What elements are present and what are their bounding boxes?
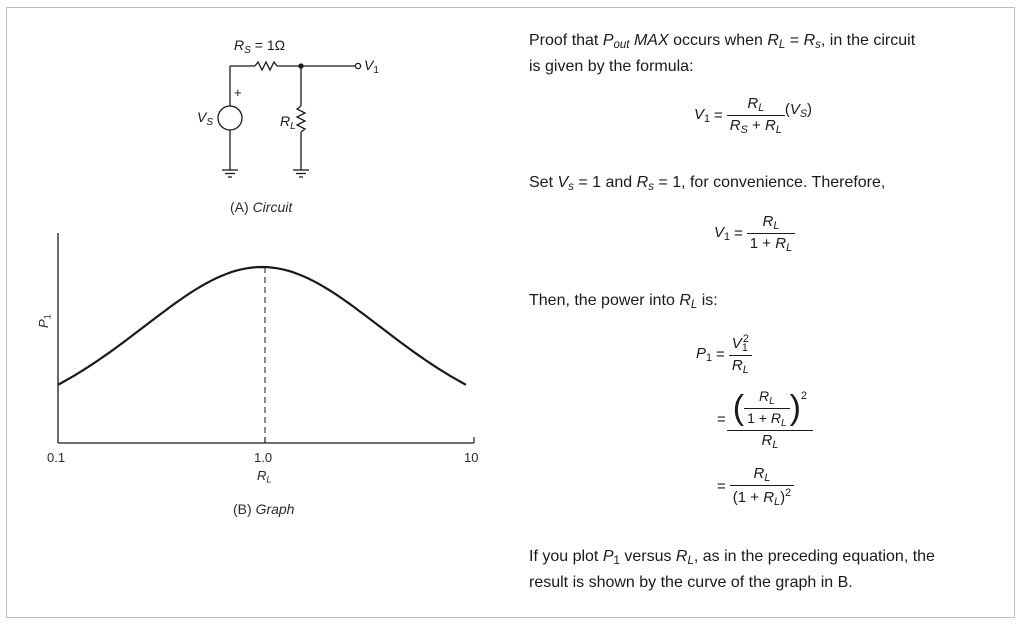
equation-1: $V_1$ = $\frac{R_L}{R_S + R_L}$ $(V_S)$: [694, 95, 813, 137]
y-axis-label: $P_1$: [36, 314, 53, 328]
intro-paragraph: Proof that $P_{out}$ MAX occurs when $R_L = R_s$, in the circuit is given by the formula:: [529, 32, 916, 76]
equation-4: = ( $\frac{R_L}{1 + R_L}$ ) 2 $R_L$: [717, 388, 810, 451]
vs-label: $V_S$: [197, 109, 214, 128]
xtick-label-1: 1.0: [254, 450, 273, 465]
equation-5: = $\frac{R_L}{(1 + R_L)^2}$: [717, 465, 794, 508]
then-paragraph: Then, the power into $R_L$ is:: [529, 292, 718, 312]
xtick-label-2: 10: [464, 450, 479, 465]
x-axis-label: $R_L$: [257, 468, 272, 485]
equation-2: $V_1$ = $\frac{R_L}{1 + R_L}$: [714, 213, 795, 254]
power-curve: [58, 267, 466, 385]
vs-source: [218, 106, 242, 130]
graph-plot: [30, 225, 500, 460]
v1-terminal: [355, 63, 360, 68]
caption-graph: (B) Graph: [233, 501, 295, 517]
xtick-label-0: 0.1: [47, 450, 66, 465]
plus-sign: +: [234, 85, 242, 100]
rs-resistor: [255, 62, 277, 70]
final-paragraph: If you plot $P_1$ versus $R_L$, as in the preceding equation, the result is shown by the curve of the graph in B.: [529, 548, 935, 592]
rs-label: $R_S = 1\Omega$: [234, 37, 286, 56]
rl-label: $R_L$: [280, 113, 296, 132]
rl-resistor: [297, 106, 305, 132]
caption-circuit: (A) Circuit: [230, 199, 293, 215]
set-paragraph: Set $V_s = 1$ and $R_s = 1$, for convenience. Therefore,: [529, 174, 886, 194]
equation-3: $P_1$ = $\frac{V_1^2}{R_L}$: [696, 333, 752, 376]
v1-label: $V_1$: [364, 57, 379, 76]
